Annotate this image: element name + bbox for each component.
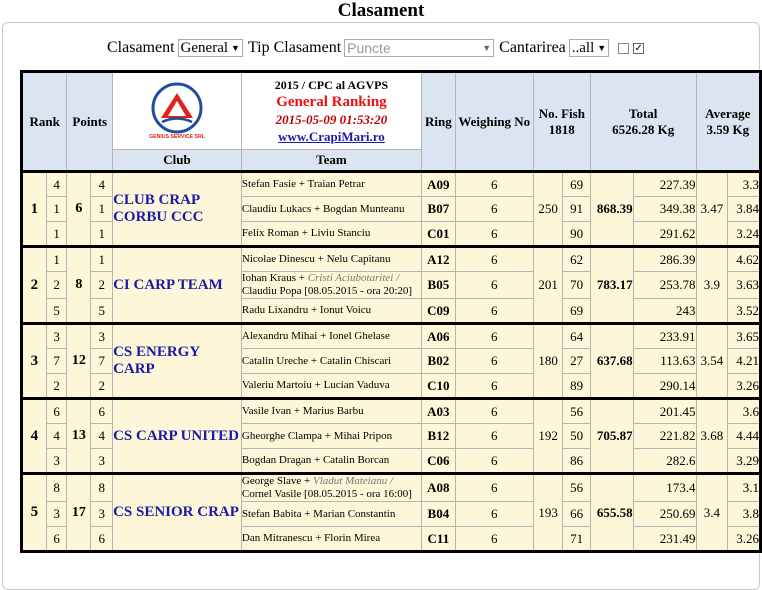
weighing-cell: 6 <box>455 399 533 424</box>
average-cell: 3.29 <box>728 449 761 474</box>
weight-cell: 290.14 <box>633 374 696 399</box>
club-average-cell: 3.9 <box>696 247 728 324</box>
average-cell: 3.1 <box>728 474 761 502</box>
weight-cell: 349.38 <box>633 197 696 222</box>
fish-cell: 86 <box>563 449 590 474</box>
position-cell: 8 <box>46 474 67 502</box>
club-average-cell: 3.68 <box>696 399 728 474</box>
weight-cell: 231.49 <box>633 527 696 552</box>
club-total-cell: 637.68 <box>590 324 633 399</box>
weight-cell: 113.63 <box>633 349 696 374</box>
fish-cell: 50 <box>563 424 590 449</box>
table-row <box>22 324 761 349</box>
sector-points-cell: 1 <box>91 197 113 222</box>
table-row <box>22 172 761 197</box>
ring-cell: B12 <box>422 424 456 449</box>
weighing-cell: 6 <box>455 502 533 527</box>
fish-cell: 71 <box>563 527 590 552</box>
fish-cell: 56 <box>563 474 590 502</box>
banner-link[interactable]: www.CrapiMari.ro <box>278 129 385 144</box>
cantarirea-select-value: ..all <box>571 39 595 56</box>
team-cell <box>241 474 421 502</box>
ring-cell: B02 <box>422 349 456 374</box>
team-cell: Nicolae Dinescu + Nelu Capitanu <box>241 247 421 272</box>
points-cell: 6 <box>67 172 91 247</box>
ring-cell: B07 <box>422 197 456 222</box>
average-cell: 3.3 <box>728 172 761 197</box>
filter-checkbox-checked[interactable]: ✓ <box>634 42 643 54</box>
average-cell: 3.8 <box>728 502 761 527</box>
weight-cell: 243 <box>633 299 696 324</box>
weight-cell: 221.82 <box>633 424 696 449</box>
average-cell: 3.63 <box>728 272 761 299</box>
fish-cell: 89 <box>563 374 590 399</box>
position-cell: 1 <box>46 197 67 222</box>
club-average-cell: 3.54 <box>696 324 728 399</box>
sector-points-cell: 4 <box>91 424 113 449</box>
weighing-cell: 6 <box>455 197 533 222</box>
position-cell: 1 <box>46 222 67 247</box>
rank-cell: 5 <box>22 474 47 552</box>
ring-cell: B05 <box>422 272 456 299</box>
sector-points-cell: 1 <box>91 247 113 272</box>
clasament-select-value: General <box>180 39 229 56</box>
team-cell: Radu Lixandru + Ionut Voicu <box>241 299 421 324</box>
ring-cell: A09 <box>422 172 456 197</box>
average-cell: 3.52 <box>728 299 761 324</box>
ring-cell: C09 <box>422 299 456 324</box>
ring-header: Ring <box>422 72 456 172</box>
fish-cell: 91 <box>563 197 590 222</box>
average-cell: 4.62 <box>728 247 761 272</box>
banner-competition: 2015 / CPC al AGVPS <box>274 78 389 92</box>
points-header: Points <box>67 72 113 172</box>
table-row <box>22 399 761 424</box>
club-name: CS SENIOR CRAP <box>113 474 242 552</box>
weighing-cell: 6 <box>455 299 533 324</box>
page-title: Clasament <box>337 0 425 21</box>
average-cell: 3.6 <box>728 399 761 424</box>
points-cell: 13 <box>67 399 91 474</box>
sector-points-cell: 7 <box>91 349 113 374</box>
rank-cell: 4 <box>22 399 47 474</box>
tip-clasament-select[interactable] <box>344 39 494 57</box>
club-fish-cell: 193 <box>533 474 563 552</box>
sector-points-cell: 2 <box>91 374 113 399</box>
team-cell: Valeriu Martoiu + Lucian Vaduva <box>241 374 421 399</box>
rank-cell: 2 <box>22 247 47 324</box>
filter-bar <box>107 38 644 58</box>
weighing-cell: 6 <box>455 527 533 552</box>
weight-cell: 291.62 <box>633 222 696 247</box>
total-label: Total <box>628 105 658 121</box>
ring-cell: B04 <box>422 502 456 527</box>
nofish-total: 1818 <box>548 121 575 137</box>
replacement-member: Claudiu Popa [08.05.2015 - ora 20:20] <box>241 285 413 297</box>
club-average-cell: 3.4 <box>696 474 728 552</box>
ring-cell: A08 <box>422 474 456 502</box>
club-fish-cell: 201 <box>533 247 563 324</box>
club-total-cell: 705.87 <box>590 399 633 474</box>
cantarirea-select[interactable] <box>569 39 609 57</box>
average-cell: 3.84 <box>728 197 761 222</box>
tip-clasament-placeholder: Puncte <box>347 40 391 56</box>
average-cell: 4.21 <box>728 349 761 374</box>
ring-cell: C01 <box>422 222 456 247</box>
replaced-member: Vladut Mateianu / <box>312 475 394 487</box>
team-cell: Stefan Babita + Marian Constantin <box>241 502 421 527</box>
weight-cell: 227.39 <box>633 172 696 197</box>
table-row <box>22 247 761 272</box>
nofish-header <box>533 72 590 172</box>
fish-cell: 56 <box>563 399 590 424</box>
team-members: George Slave + <box>241 475 313 487</box>
position-cell: 6 <box>46 399 67 424</box>
total-header <box>590 72 696 172</box>
svg-text:GENIUS SERVICE SRL: GENIUS SERVICE SRL <box>149 134 205 140</box>
club-name: CLUB CRAP CORBU CCC <box>113 172 242 247</box>
club-name: CS ENERGY CARP <box>113 324 242 399</box>
genius-service-logo <box>140 81 214 141</box>
tip-clasament-label: Tip Clasament <box>247 39 342 56</box>
weight-cell: 286.39 <box>633 247 696 272</box>
club-total-cell: 655.58 <box>590 474 633 552</box>
ring-cell: A12 <box>422 247 456 272</box>
weighing-cell: 6 <box>455 272 533 299</box>
sector-points-cell: 3 <box>91 324 113 349</box>
chevron-down-icon: ▼ <box>231 43 240 53</box>
team-cell: Vasile Ivan + Marius Barbu <box>241 399 421 424</box>
sector-points-cell: 1 <box>91 222 113 247</box>
replaced-member: Cristi Aciubotaritei / <box>307 272 400 284</box>
ring-cell: C11 <box>422 527 456 552</box>
ring-cell: A03 <box>422 399 456 424</box>
position-cell: 3 <box>46 449 67 474</box>
position-cell: 3 <box>46 502 67 527</box>
team-cell: Stefan Fasie + Traian Petrar <box>241 172 421 197</box>
banner-timestamp: 2015-05-09 01:53:20 <box>275 112 388 127</box>
fish-cell: 64 <box>563 324 590 349</box>
club-average-cell: 3.47 <box>696 172 728 247</box>
sector-points-cell: 2 <box>91 272 113 299</box>
average-cell: 4.44 <box>728 424 761 449</box>
fish-cell: 27 <box>563 349 590 374</box>
team-members: Iohan Kraus + <box>241 272 308 284</box>
weighing-cell: 6 <box>455 247 533 272</box>
sector-points-cell: 5 <box>91 299 113 324</box>
ring-cell: C10 <box>422 374 456 399</box>
weight-cell: 201.45 <box>633 399 696 424</box>
ring-cell: C06 <box>422 449 456 474</box>
club-name: CS CARP UNITED <box>113 399 242 474</box>
ranking-body <box>22 172 761 552</box>
weight-cell: 250.69 <box>633 502 696 527</box>
position-cell: 2 <box>46 374 67 399</box>
nofish-label: No. Fish <box>538 105 585 121</box>
weight-cell: 173.4 <box>633 474 696 502</box>
banner-ranking-title: General Ranking <box>276 94 387 110</box>
club-total-cell: 868.39 <box>590 172 633 247</box>
weight-cell: 233.91 <box>633 324 696 349</box>
position-cell: 1 <box>46 247 67 272</box>
team-cell: Alexandru Mihai + Ionel Ghelase <box>241 324 421 349</box>
rank-header: Rank <box>22 72 67 172</box>
points-cell: 17 <box>67 474 91 552</box>
club-total-cell: 783.17 <box>590 247 633 324</box>
rank-cell: 1 <box>22 172 47 247</box>
position-cell: 4 <box>46 424 67 449</box>
position-cell: 2 <box>46 272 67 299</box>
weight-cell: 282.6 <box>633 449 696 474</box>
weighing-header: Weighing No <box>455 72 533 172</box>
team-cell <box>241 272 421 299</box>
fish-cell: 66 <box>563 502 590 527</box>
fish-cell: 69 <box>563 299 590 324</box>
fish-cell: 70 <box>563 272 590 299</box>
team-cell: Gheorghe Clampa + Mihai Pripon <box>241 424 421 449</box>
header-row <box>22 72 761 150</box>
position-cell: 5 <box>46 299 67 324</box>
team-cell: Bogdan Dragan + Catalin Borcan <box>241 449 421 474</box>
average-cell: 3.26 <box>728 374 761 399</box>
weighing-cell: 6 <box>455 449 533 474</box>
position-cell: 3 <box>46 324 67 349</box>
average-overall: 3.59 Kg <box>706 121 750 137</box>
team-header: Team <box>241 150 421 172</box>
club-header: Club <box>113 150 242 172</box>
sector-points-cell: 6 <box>91 527 113 552</box>
clasament-select[interactable] <box>178 39 243 57</box>
banner-cell <box>241 72 421 150</box>
fish-cell: 69 <box>563 172 590 197</box>
sector-points-cell: 4 <box>91 172 113 197</box>
team-cell: Claudiu Lukacs + Bogdan Munteanu <box>241 197 421 222</box>
cantarirea-label: Cantarirea <box>499 39 566 56</box>
position-cell: 7 <box>46 349 67 374</box>
weighing-cell: 6 <box>455 474 533 502</box>
weighing-cell: 6 <box>455 349 533 374</box>
team-cell: Dan Mitranescu + Florin Mirea <box>241 527 421 552</box>
average-cell: 3.26 <box>728 527 761 552</box>
ring-cell: A06 <box>422 324 456 349</box>
table-row <box>22 474 761 502</box>
average-label: Average <box>705 105 751 121</box>
clasament-label: Clasament <box>107 39 175 56</box>
replacement-member: Cornel Vasile [08.05.2015 - ora 16:00] <box>241 488 412 500</box>
sector-points-cell: 3 <box>91 449 113 474</box>
position-cell: 4 <box>46 172 67 197</box>
logo-cell <box>113 72 242 150</box>
club-fish-cell: 180 <box>533 324 563 399</box>
total-sum: 6526.28 Kg <box>612 121 675 137</box>
ranking-table <box>20 70 762 553</box>
chevron-down-icon: ▼ <box>597 43 607 53</box>
sector-points-cell: 8 <box>91 474 113 502</box>
club-name: CI CARP TEAM <box>113 247 242 324</box>
average-cell: 3.24 <box>728 222 761 247</box>
club-fish-cell: 250 <box>533 172 563 247</box>
weighing-cell: 6 <box>455 172 533 197</box>
weighing-cell: 6 <box>455 374 533 399</box>
filter-checkbox-unchecked[interactable] <box>618 43 629 54</box>
average-header <box>696 72 760 172</box>
sector-points-cell: 3 <box>91 502 113 527</box>
position-cell: 6 <box>46 527 67 552</box>
rank-cell: 3 <box>22 324 47 399</box>
club-fish-cell: 192 <box>533 399 563 474</box>
fish-cell: 62 <box>563 247 590 272</box>
team-cell: Catalin Ureche + Catalin Chiscari <box>241 349 421 374</box>
chevron-down-icon: ▼ <box>482 43 492 53</box>
weight-cell: 253.78 <box>633 272 696 299</box>
weighing-cell: 6 <box>455 222 533 247</box>
weighing-cell: 6 <box>455 324 533 349</box>
team-cell: Felix Roman + Liviu Stanciu <box>241 222 421 247</box>
average-cell: 3.65 <box>728 324 761 349</box>
points-cell: 8 <box>67 247 91 324</box>
fish-cell: 90 <box>563 222 590 247</box>
weighing-cell: 6 <box>455 424 533 449</box>
sector-points-cell: 6 <box>91 399 113 424</box>
points-cell: 12 <box>67 324 91 399</box>
